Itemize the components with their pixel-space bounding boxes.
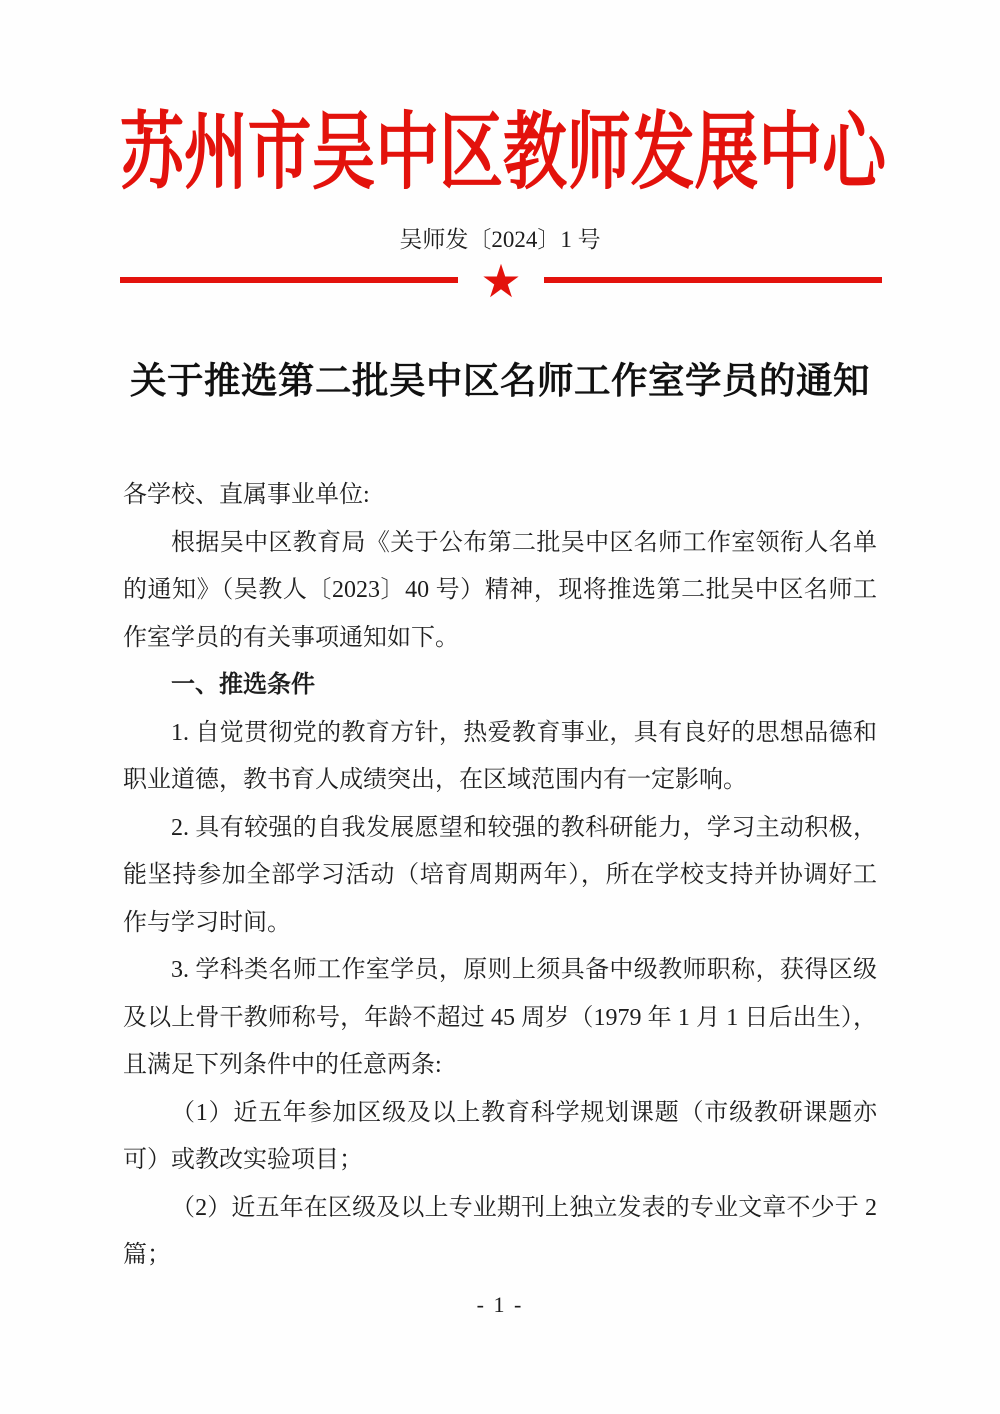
doc-number: 吴师发〔2024〕1 号 — [399, 227, 601, 252]
section-heading: 一、推选条件 — [171, 672, 315, 698]
paragraph-subcondition-2: （2）近五年在区级及以上专业期刊上独立发表的专业文章不少于 2 篇； — [123, 1194, 877, 1268]
paragraph-subcondition-1: （1）近五年参加区级及以上教育科学规划课题（市级教研课题亦可）或教改实验项目； — [123, 1099, 877, 1173]
org-title: 苏州市吴中区教师发展中心 — [120, 107, 887, 200]
paragraph-condition-3: 3. 学科类名师工作室学员，原则上须具备中级教师职称，获得区级及以上骨干教师称号，年龄不超过 45 周岁（1979 年 1 月 1 日后出生），且满足下列条件中的任意两条: — [123, 957, 877, 1078]
red-divider — [120, 252, 882, 308]
document-body — [123, 472, 877, 1280]
salutation: 各学校、直属事业单位: — [123, 482, 370, 508]
star-icon: ★ — [480, 256, 522, 307]
doc-title: 关于推选第二批吴中区名师工作室学员的通知 — [130, 360, 870, 401]
paragraph-condition-1: 1. 自觉贯彻党的教育方针，热爱教育事业，具有良好的思想品德和职业道德，教书育人成绩突出，在区域范围内有一定影响。 — [123, 719, 877, 793]
page-number: - 1 - — [476, 1292, 524, 1317]
paragraph-intro: 根据吴中区教育局《关于公布第二批吴中区名师工作室领衔人名单的通知》（吴教人〔2023〕40 号）精神，现将推选第二批吴中区名师工作室学员的有关事项通知如下。 — [123, 529, 877, 651]
divider-line-left — [120, 277, 458, 283]
divider-line-right — [544, 277, 882, 283]
paragraph-condition-2: 2. 具有较强的自我发展愿望和较强的教科研能力，学习主动积极，能坚持参加全部学习活动（培育周期两年），所在学校支持并协调好工作与学习时间。 — [123, 814, 877, 936]
